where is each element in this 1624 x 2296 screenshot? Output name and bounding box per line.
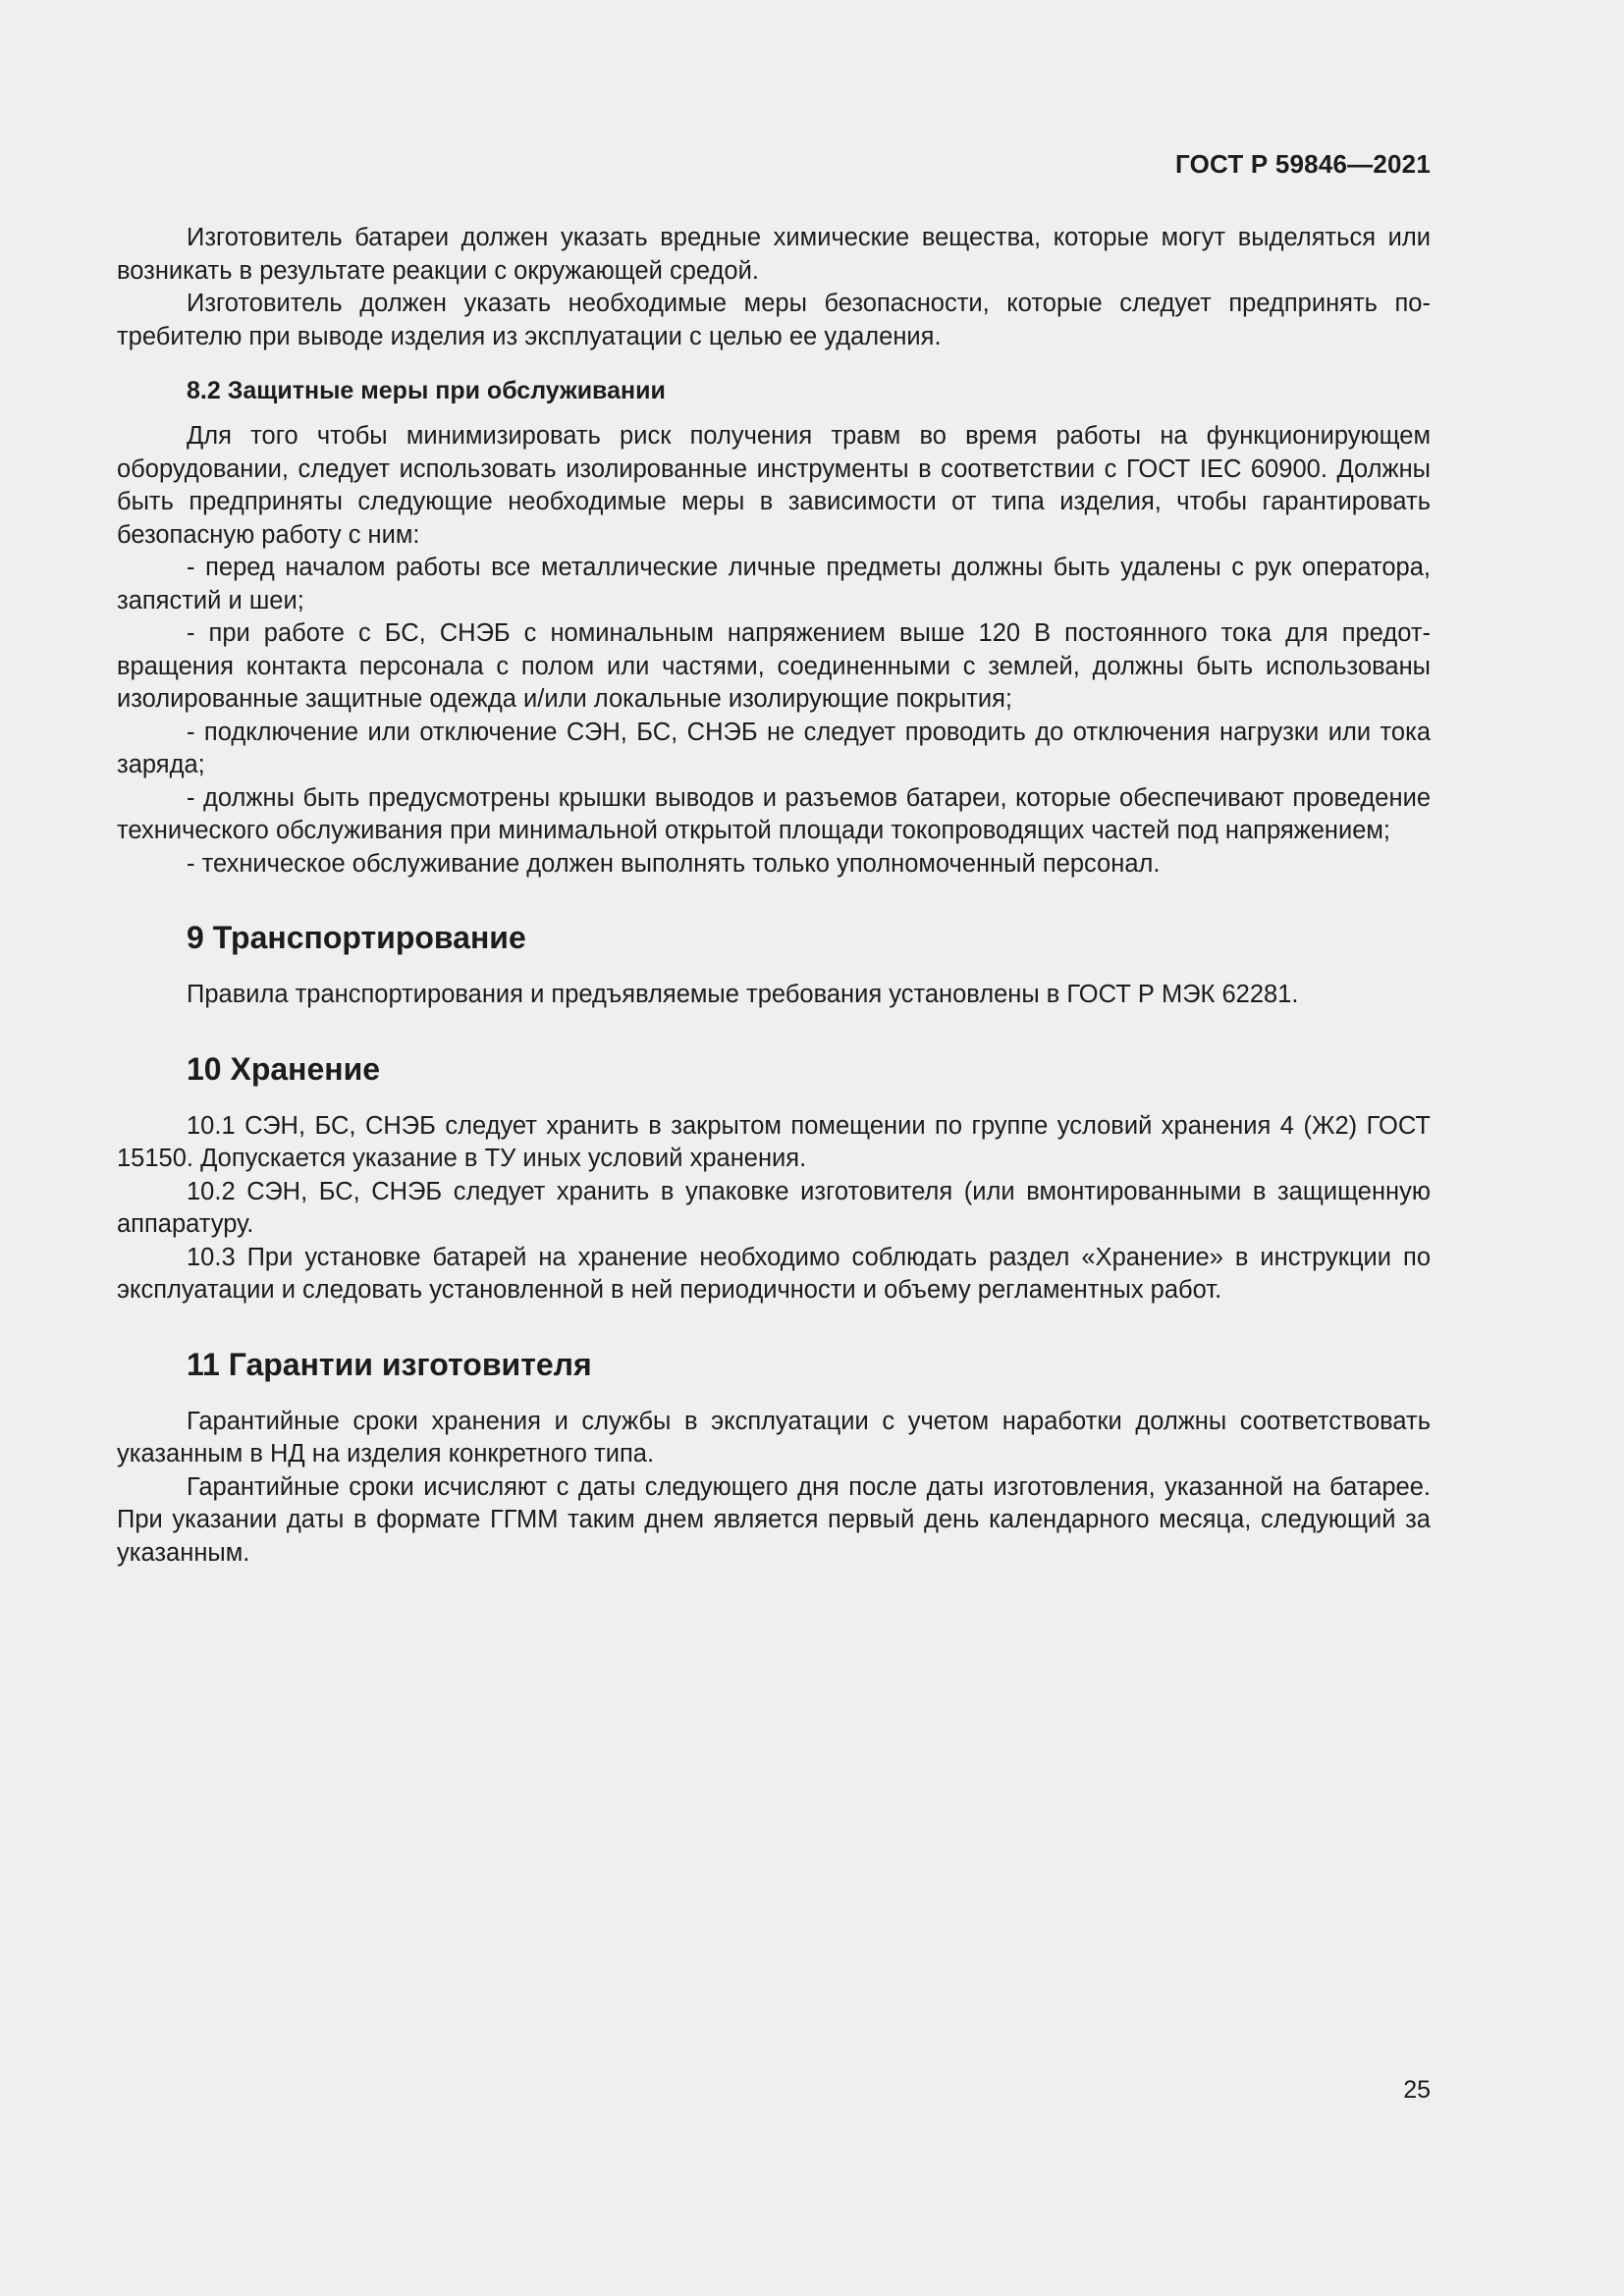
document-code: ГОСТ Р 59846—2021 <box>1175 149 1431 179</box>
paragraph-8-2-1: Для того чтобы минимизировать риск получения травм во время работы на функционирующем оборудовании, следует использовать изолированные инструменты в соответствии с ГОСТ IEC 60900. Должны быть предприняты следующие необходимые меры в зависимости от типа изделия, чтобы гарантировать безопасную работу с ним: <box>117 422 1431 549</box>
section-title-9: 9 Транспортирование <box>187 920 526 955</box>
list-item: - перед началом работы все металлические личные предметы должны быть удалены с рук оператора, запястий и шеи; <box>117 554 1431 614</box>
list-item: - подключение или отключение СЭН, БС, СНЭБ не следует проводить до отключения нагрузки или тока заряда; <box>117 718 1431 778</box>
section-title-10: 10 Хранение <box>187 1050 381 1087</box>
paragraph-11-1: Гарантийные сроки хранения и службы в эксплуатации с учетом наработки должны соответствовать указанным в НД на изделия конкретного типа. <box>117 1407 1431 1468</box>
list-item: - техническое обслуживание должен выполнять только уполномоченный персонал. <box>187 849 1161 878</box>
subsection-title-8-2: 8.2 Защитные меры при обслуживании <box>187 377 666 404</box>
paragraph-10-1: 10.1 СЭН, БС, СНЭБ следует хранить в закрытом помещении по группе условий хранения 4 (Ж2) ГОСТ 15150. Допускается указание в ТУ иных условий хранения. <box>117 1111 1431 1172</box>
paragraph-intro-2: Изготовитель должен указать необходимые меры безопасности, которые следует предпринять потребителю при выводе изделия из эксплуатации с целью ее удаления. <box>117 290 1431 350</box>
list-item: - при работе с БС, СНЭБ с номинальным напряжением выше 120 В постоянного тока для предотвращения контакта персонала с полом или частями, соединенными с землей, должны быть использованы изолированные защитные одежда и/или локальные изолирующие покрытия; <box>117 619 1431 713</box>
paragraph-11-2: Гарантийные сроки исчисляют с даты следующего дня после даты изготовления, указанной на батарее. При указании даты в формате ГГММ таким днем является первый день календарного месяца, следующий за указанным. <box>117 1472 1431 1567</box>
paragraph-intro-1: Изготовитель батареи должен указать вредные химические вещества, которые могут выделяться или возникать в результате реакции с окружающей средой. <box>117 224 1431 285</box>
section-title-11: 11 Гарантии изготовителя <box>187 1346 592 1382</box>
list-item: - должны быть предусмотрены крышки выводов и разъемов батареи, которые обеспечивают проведение технического обслуживания при минимальной открытой площади токопроводящих частей под напряжением; <box>117 783 1431 844</box>
paragraph-10-2: 10.2 СЭН, БС, СНЭБ следует хранить в упаковке изготовителя (или вмонтированными в защищенную аппаратуру. <box>117 1177 1431 1238</box>
document-body <box>117 222 1431 1570</box>
paragraph-9-1: Правила транспортирования и предъявляемые требования установлены в ГОСТ Р МЭК 62281. <box>187 981 1299 1008</box>
page-number: 25 <box>1403 2076 1431 2104</box>
paragraph-10-3: 10.3 При установке батарей на хранение необходимо соблюдать раздел «Хранение» в инструкции по эксплуатации и следовать установленной в ней периодичности и объему регламентных работ. <box>117 1243 1431 1304</box>
